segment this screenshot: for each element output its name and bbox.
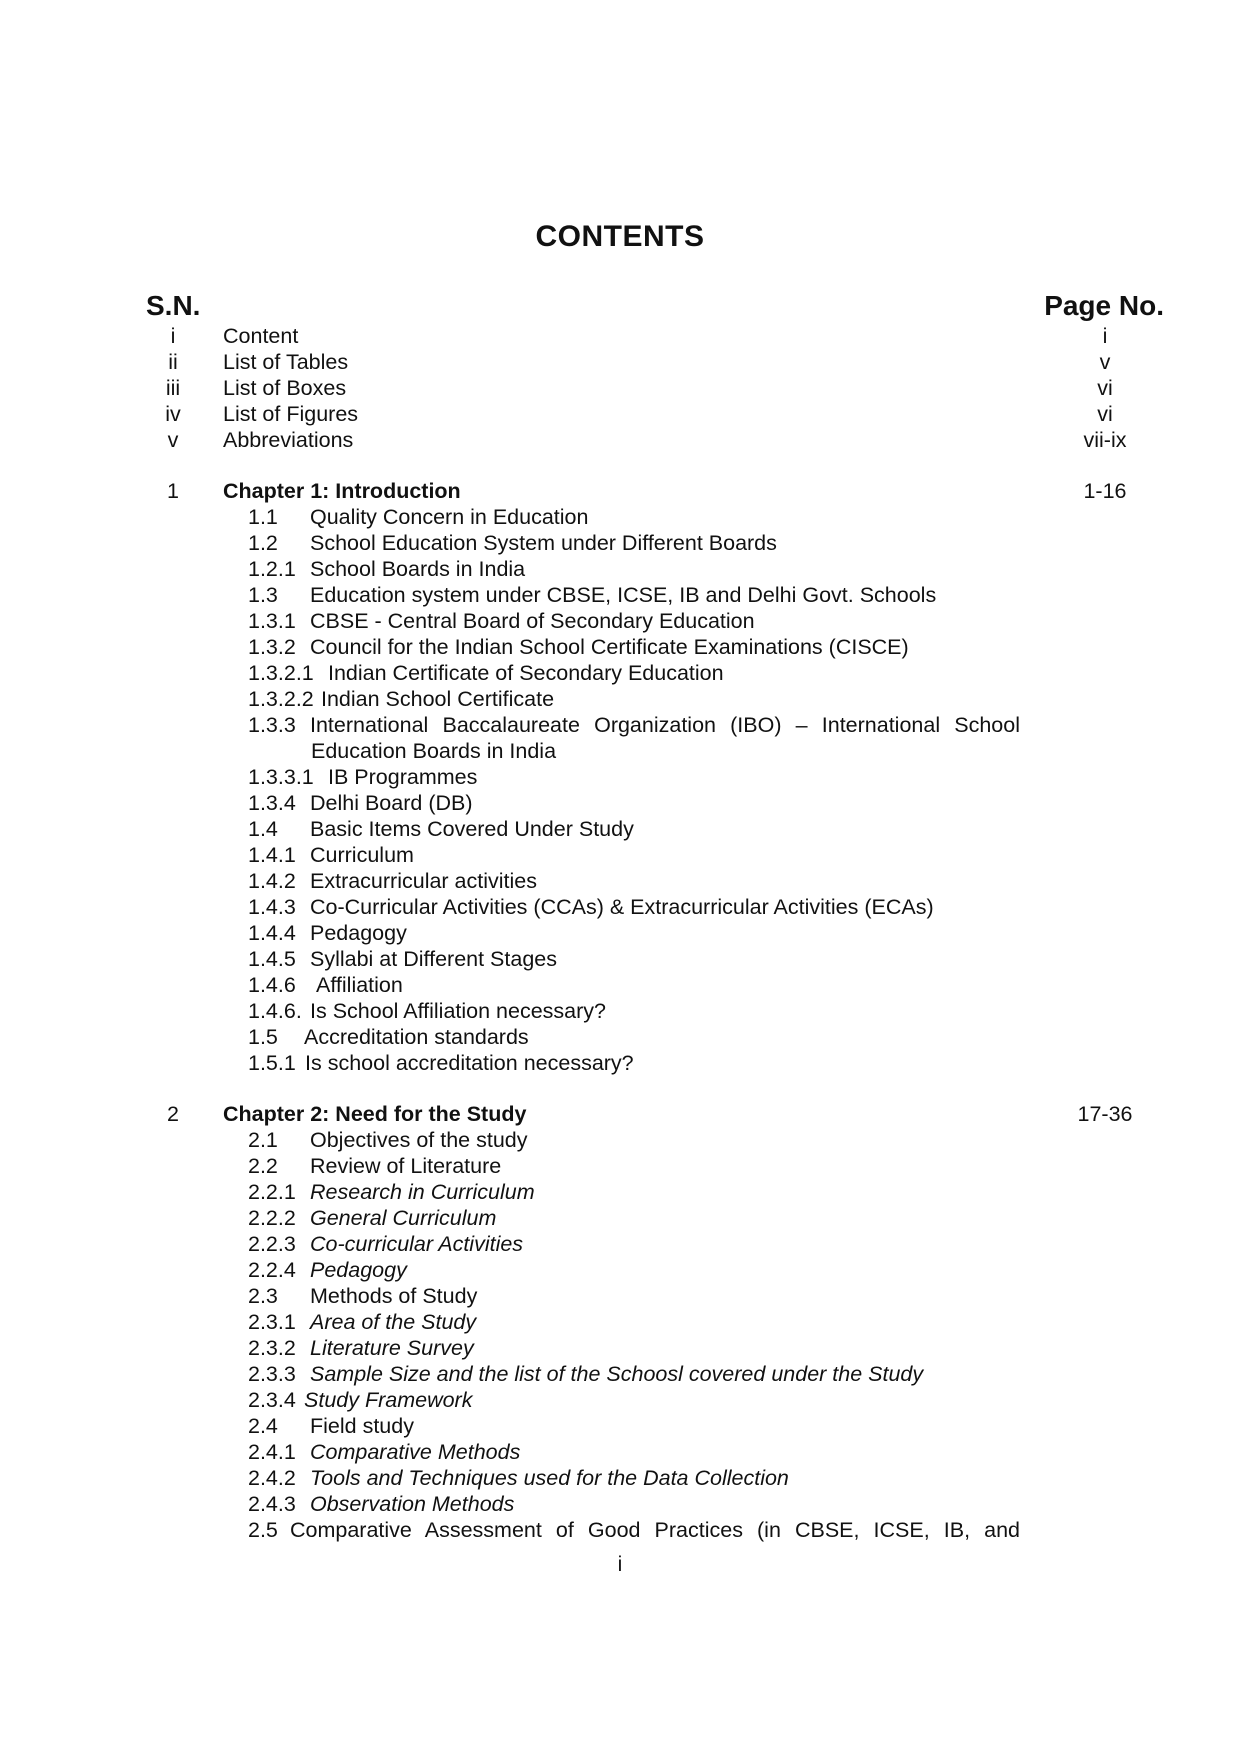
subentry-number: 2.5 — [248, 1518, 278, 1542]
subentry-number: 1.4.2 — [248, 869, 296, 893]
subentry-number: 2.4.3 — [248, 1492, 296, 1516]
subentry-number: 2.1 — [248, 1128, 278, 1152]
subentry-text: Study Framework — [304, 1388, 473, 1412]
entry-sn: ii — [168, 350, 178, 374]
chapter-title: Chapter 1: Introduction — [223, 479, 461, 503]
subentry-text: Council for the Indian School Certificate Examinations (CISCE) — [310, 635, 909, 659]
entry-page: i — [1102, 324, 1108, 348]
subentry-text: Area of the Study — [310, 1310, 477, 1334]
subentry-text: Delhi Board (DB) — [310, 791, 473, 815]
subentry-number: 2.4.1 — [248, 1440, 296, 1464]
subentry-number: 1.5.1 — [248, 1051, 296, 1075]
subentry-number: 1.4.6 — [248, 973, 296, 997]
subentry-number: 2.2.4 — [248, 1258, 296, 1282]
entry-label: Content — [223, 324, 299, 348]
subentry-text: Indian School Certificate — [321, 687, 555, 711]
subentry-number: 1.4.1 — [248, 843, 296, 867]
subentry-text: School Boards in India — [310, 557, 526, 581]
subentry-number: 2.2.3 — [248, 1232, 296, 1256]
entry-page: vi — [1097, 402, 1113, 426]
subentry-text: Curriculum — [310, 843, 414, 867]
subentry-number: 1.4.6. — [248, 999, 302, 1023]
chapter-title: Chapter 2: Need for the Study — [223, 1102, 527, 1126]
subentry-number: 1.2.1 — [248, 557, 296, 581]
subentry-text: Indian Certificate of Secondary Education — [328, 661, 724, 685]
subentry-number: 1.3 — [248, 583, 278, 607]
subentry-number: 2.3 — [248, 1284, 278, 1308]
subentry-number: 1.3.3.1 — [248, 765, 314, 789]
entry-sn: v — [167, 428, 179, 452]
subentry-number: 2.2.1 — [248, 1180, 296, 1204]
subentry-number: 2.3.4 — [248, 1388, 296, 1412]
subentry-text: Pedagogy — [310, 1258, 407, 1282]
subentry-text: Review of Literature — [310, 1154, 502, 1178]
subentry-text: Comparative Methods — [310, 1440, 521, 1464]
subentry-number: 2.3.1 — [248, 1310, 296, 1334]
subentry-text: General Curriculum — [310, 1206, 497, 1230]
sn-column-header: S.N. — [146, 290, 201, 321]
subentry-text: Comparative Assessment of Good Practices (in CBSE, ICSE, IB, and — [290, 1518, 1020, 1542]
chapter-sn: 2 — [167, 1102, 179, 1126]
subentry-text: Education system under CBSE, ICSE, IB and Delhi Govt. Schools — [310, 583, 937, 607]
page-title: CONTENTS — [535, 220, 705, 253]
subentry-number: 1.1 — [248, 505, 278, 529]
entry-sn: iii — [165, 376, 181, 400]
subentry-text: IB Programmes — [328, 765, 478, 789]
subentry-text: Sample Size and the list of the Schoosl covered under the Study — [310, 1362, 924, 1386]
page-no-column-header: Page No. — [1044, 290, 1164, 321]
subentry-number: 1.5 — [248, 1025, 278, 1049]
entry-page: v — [1099, 350, 1111, 374]
subentry-number: 1.2 — [248, 531, 278, 555]
subentry-text: Is school accreditation necessary? — [305, 1051, 634, 1075]
subentry-text: Methods of Study — [310, 1284, 478, 1308]
subentry-number: 1.3.3 — [248, 713, 296, 737]
subentry-text: International Baccalaureate Organization (IBO) – International School — [310, 713, 1020, 737]
subentry-text: Basic Items Covered Under Study — [310, 817, 634, 841]
entry-label: Abbreviations — [223, 428, 354, 452]
subentry-text: Field study — [310, 1414, 414, 1438]
subentry-number: 1.3.4 — [248, 791, 296, 815]
chapter-pages: 1-16 — [1083, 479, 1127, 503]
subentry-text: Is School Affiliation necessary? — [310, 999, 606, 1023]
page-number: i — [617, 1553, 623, 1576]
subentry-text: Syllabi at Different Stages — [310, 947, 557, 971]
subentry-number: 2.4 — [248, 1414, 278, 1438]
entry-label: List of Boxes — [223, 376, 347, 400]
subentry-text: School Education System under Different Boards — [310, 531, 777, 555]
subentry-text: CBSE - Central Board of Secondary Education — [310, 609, 755, 633]
subentry-text: Affiliation — [316, 973, 403, 997]
entry-label: List of Figures — [223, 402, 359, 426]
subentry-number: 1.4.3 — [248, 895, 296, 919]
subentry-text: Quality Concern in Education — [310, 505, 589, 529]
subentry-text: Objectives of the study — [310, 1128, 528, 1152]
chapter-pages: 17-36 — [1077, 1102, 1133, 1126]
subentry-text: Research in Curriculum — [310, 1180, 535, 1204]
entry-sn: iv — [165, 402, 181, 426]
subentry-number: 2.2 — [248, 1154, 278, 1178]
subentry-number: 1.4.4 — [248, 921, 296, 945]
subentry-text: Pedagogy — [310, 921, 407, 945]
subentry-text: Literature Survey — [310, 1336, 474, 1360]
entry-label: List of Tables — [223, 350, 349, 374]
subentry-text: Extracurricular activities — [310, 869, 537, 893]
subentry-text: Co-curricular Activities — [310, 1232, 524, 1256]
subentry-number: 2.2.2 — [248, 1206, 296, 1230]
entry-page: vii-ix — [1083, 428, 1127, 452]
subentry-number: 1.3.2 — [248, 635, 296, 659]
subentry-number: 2.3.2 — [248, 1336, 296, 1360]
chapter-sn: 1 — [167, 479, 179, 503]
subentry-number: 1.4 — [248, 817, 278, 841]
subentry-text-continued: Education Boards in India — [311, 739, 557, 763]
subentry-number: 2.4.2 — [248, 1466, 296, 1490]
subentry-number: 1.3.1 — [248, 609, 296, 633]
entry-sn: i — [170, 324, 176, 348]
subentry-text: Tools and Techniques used for the Data Collection — [310, 1466, 789, 1490]
subentry-text: Observation Methods — [310, 1492, 515, 1516]
subentry-number: 1.4.5 — [248, 947, 296, 971]
subentry-number: 1.3.2.2 — [248, 687, 314, 711]
subentry-number: 2.3.3 — [248, 1362, 296, 1386]
subentry-text: Co-Curricular Activities (CCAs) & Extracurricular Activities (ECAs) — [310, 895, 934, 919]
subentry-text: Accreditation standards — [304, 1025, 529, 1049]
entry-page: vi — [1097, 376, 1113, 400]
subentry-number: 1.3.2.1 — [248, 661, 314, 685]
